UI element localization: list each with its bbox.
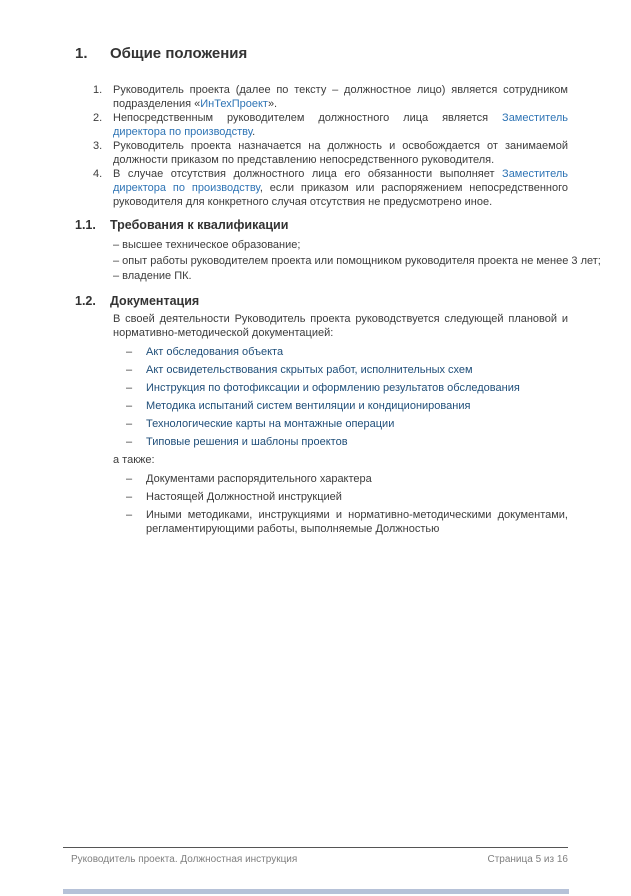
section-1-1-number: 1.1.: [75, 218, 96, 232]
list-item-1-text: Руководитель проекта (далее по тексту – должностное лицо) является сотрудником подразделения «ИнТехПроект».: [113, 84, 568, 110]
also-item: – Настоящей Должностной инструкцией: [126, 490, 342, 503]
doc-link[interactable]: Акт обследования объекта: [146, 345, 284, 358]
dash-marker: –: [126, 399, 133, 412]
footer-document-title: Руководитель проекта. Должностная инструкция: [71, 854, 298, 865]
page-bottom-bar: [63, 889, 569, 894]
link-deputy-director[interactable]: Заместитель директора по производству: [113, 112, 568, 138]
documentation-intro: В своей деятельности Руководитель проекта руководствуется следующей плановой и нормативно-методической документацией:: [113, 312, 568, 339]
list-item-2-text: Непосредственным руководителем должностного лица является Заместитель директора по производству.: [113, 112, 568, 138]
also-item: – Документами распорядительного характера: [126, 472, 372, 485]
list-item-3-number: 3.: [93, 140, 103, 152]
requirement-item: – владение ПК.: [113, 270, 192, 282]
doc-link[interactable]: Технологические карты на монтажные операции: [146, 417, 395, 430]
list-item-4: [93, 167, 568, 209]
numbered-list: [93, 83, 568, 209]
list-item-2-number: 2.: [93, 112, 103, 124]
doc-link[interactable]: Методика испытаний систем вентиляции и кондиционирования: [146, 399, 471, 412]
doc-link-item: [126, 363, 631, 377]
dash-marker: –: [126, 508, 133, 521]
doc-link-item: [126, 345, 631, 359]
section-1-1-heading: [75, 217, 631, 233]
also-item: – Иными методиками, инструкциями и нормативно-методическими документами, регламентирующими работы, выполняемые Должностью: [126, 508, 568, 535]
dash-marker: –: [126, 472, 133, 485]
list-item-4-text: В случае отсутствия должностного лица его обязанности выполняет Заместитель директора по производству, если приказом или распоряжением непосредственного руководителя для конкретного случая отсутствия не предусмотрено иное.: [113, 168, 568, 208]
doc-link-item: [126, 435, 631, 449]
dash-marker: –: [126, 490, 133, 503]
list-item-1-number: 1.: [93, 84, 103, 96]
requirements-list: [113, 238, 631, 285]
section-1-heading: [75, 0, 631, 63]
link-deputy-director[interactable]: Заместитель директора по производству: [113, 168, 568, 194]
doc-link-item: [126, 417, 631, 431]
dash-marker: –: [126, 363, 133, 376]
section-1-2-title: Документация: [110, 293, 200, 308]
doc-link-item: [126, 399, 631, 413]
requirement-item: – высшее техническое образование;: [113, 239, 301, 251]
list-item-2: [93, 111, 568, 139]
dash-marker: –: [126, 345, 133, 358]
page-footer: [63, 853, 568, 866]
section-1-title: Общие положения: [110, 45, 248, 62]
section-1-1-title: Требования к квалификации: [110, 218, 289, 232]
also-label: а также:: [113, 453, 155, 466]
list-item-3: [93, 139, 568, 167]
requirement-item: – опыт работы руководителем проекта или помощником руководителя проекта не менее 3 лет;: [113, 254, 601, 267]
doc-link[interactable]: Акт освидетельствования скрытых работ, исполнительных схем: [146, 363, 473, 376]
document-links-list: [126, 345, 631, 449]
footer-page-number: Страница 5 из 16: [487, 854, 568, 865]
dash-marker: –: [126, 435, 133, 448]
list-item-3-text: Руководитель проекта назначается на должность и освобождается от занимаемой должности приказом по представлению непосредственного руководителя.: [113, 140, 568, 166]
dash-marker: –: [126, 381, 133, 394]
section-1-number: 1.: [75, 45, 88, 62]
list-item-4-number: 4.: [93, 168, 103, 180]
doc-link[interactable]: Типовые решения и шаблоны проектов: [146, 435, 348, 448]
section-1-2-number: 1.2.: [75, 293, 96, 308]
list-item-1: [93, 83, 568, 111]
also-list: [126, 472, 568, 536]
doc-link-item: [126, 381, 631, 395]
doc-link[interactable]: Инструкция по фотофиксации и оформлению результатов обследования: [146, 381, 520, 394]
section-1-2-heading: [75, 293, 631, 309]
dash-marker: –: [126, 417, 133, 430]
footer-divider: [63, 847, 568, 848]
link-intehproekt[interactable]: ИнТехПроект: [200, 98, 268, 110]
